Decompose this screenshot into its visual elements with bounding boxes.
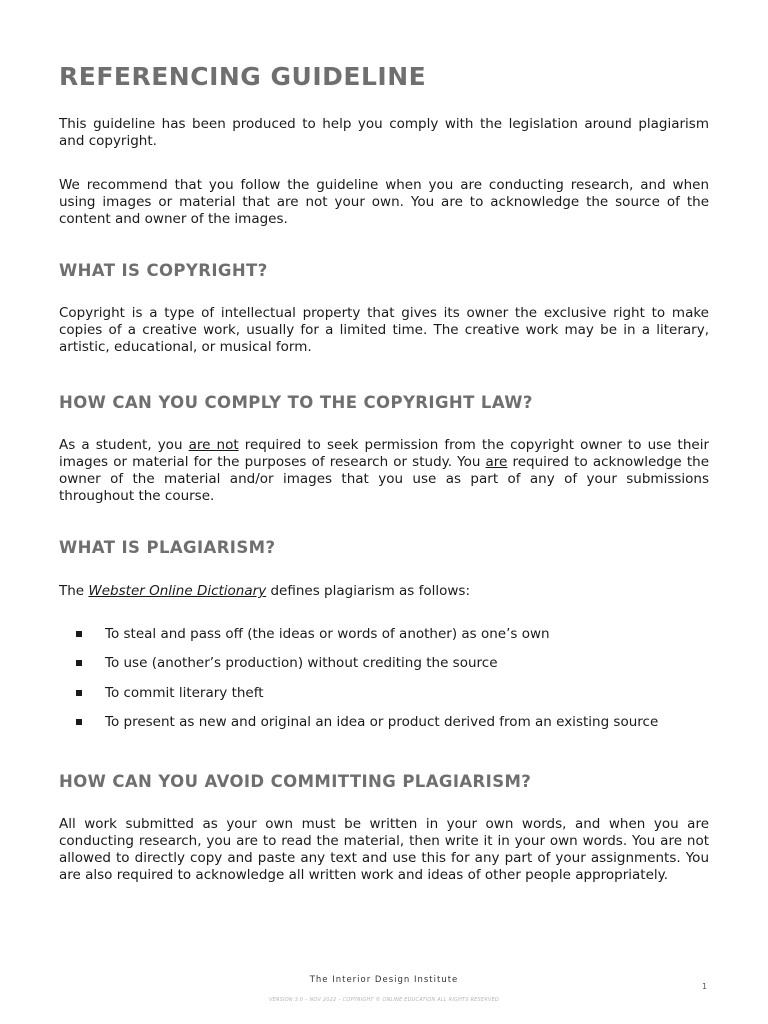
definition-text: To present as new and original an idea or product derived from an existing source xyxy=(105,713,659,730)
webster-dictionary-reference: Webster Online Dictionary xyxy=(88,583,267,599)
plagiarism-intro xyxy=(59,583,709,600)
comply-text-3: required to acknowledge the owner of the material and/or images that you use as part of any of your submissions throughout the course. xyxy=(59,454,710,504)
avoid-paragraph: All work submitted as your own must be written in your own words, and when you are conducting research, you are to read the material, then write it in your own words. You are not allowed to directly copy and paste any text and use this for any part of your assignments. You are also required to acknowledge all written work and ideas of other people appropriately. xyxy=(59,816,709,883)
footer-copyright: VERSION 3.0 – NOV 2022 – COPYRIGHT © ONLINE EDUCATION ALL RIGHTS RESERVED xyxy=(269,997,499,1003)
definition-text: To use (another’s production) without crediting the source xyxy=(105,655,498,672)
plagiarism-intro-suffix: defines plagiarism as follows: xyxy=(266,583,470,599)
list-item xyxy=(59,712,709,741)
list-item xyxy=(59,683,709,712)
comply-text-1: As a student, you xyxy=(59,437,189,453)
comply-heading: HOW CAN YOU COMPLY TO THE COPYRIGHT LAW? xyxy=(59,393,533,412)
comply-emphasis-are-not: are not xyxy=(188,437,239,453)
bullet-square-icon xyxy=(76,690,82,696)
list-item xyxy=(59,624,709,653)
copyright-heading: WHAT IS COPYRIGHT? xyxy=(59,261,268,280)
avoid-heading: HOW CAN YOU AVOID COMMITTING PLAGIARISM? xyxy=(59,772,532,791)
footer-organization: The Interior Design Institute xyxy=(309,975,459,985)
footer-page-number: 1 xyxy=(702,982,708,991)
plagiarism-definitions-list xyxy=(59,624,709,741)
list-item xyxy=(59,653,709,682)
definition-text: To commit literary theft xyxy=(105,684,264,701)
page-title: REFERENCING GUIDELINE xyxy=(59,62,427,91)
copyright-paragraph: Copyright is a type of intellectual property that gives its owner the exclusive right to make copies of a creative work, usually for a limited time. The creative work may be in a literary, artistic, educational, or musical form. xyxy=(59,305,709,355)
intro-paragraph-1: This guideline has been produced to help you comply with the legislation around plagiarism and copyright. xyxy=(59,116,709,149)
plagiarism-intro-prefix: The xyxy=(59,583,89,599)
bullet-square-icon xyxy=(76,631,82,637)
comply-paragraph xyxy=(59,437,709,505)
comply-text-2: required to seek permission from the copyright owner to use their images or material for the purposes of research or study. You xyxy=(59,437,710,470)
intro-paragraph-2: We recommend that you follow the guideline when you are conducting research, and when using images or material that are not your own. You are to acknowledge the source of the content and owner of the images. xyxy=(59,177,709,227)
plagiarism-heading: WHAT IS PLAGIARISM? xyxy=(59,538,276,557)
definition-text: To steal and pass off (the ideas or words of another) as one’s own xyxy=(105,626,550,642)
bullet-square-icon xyxy=(76,660,82,666)
bullet-square-icon xyxy=(76,719,82,725)
comply-emphasis-are: are xyxy=(485,454,508,470)
